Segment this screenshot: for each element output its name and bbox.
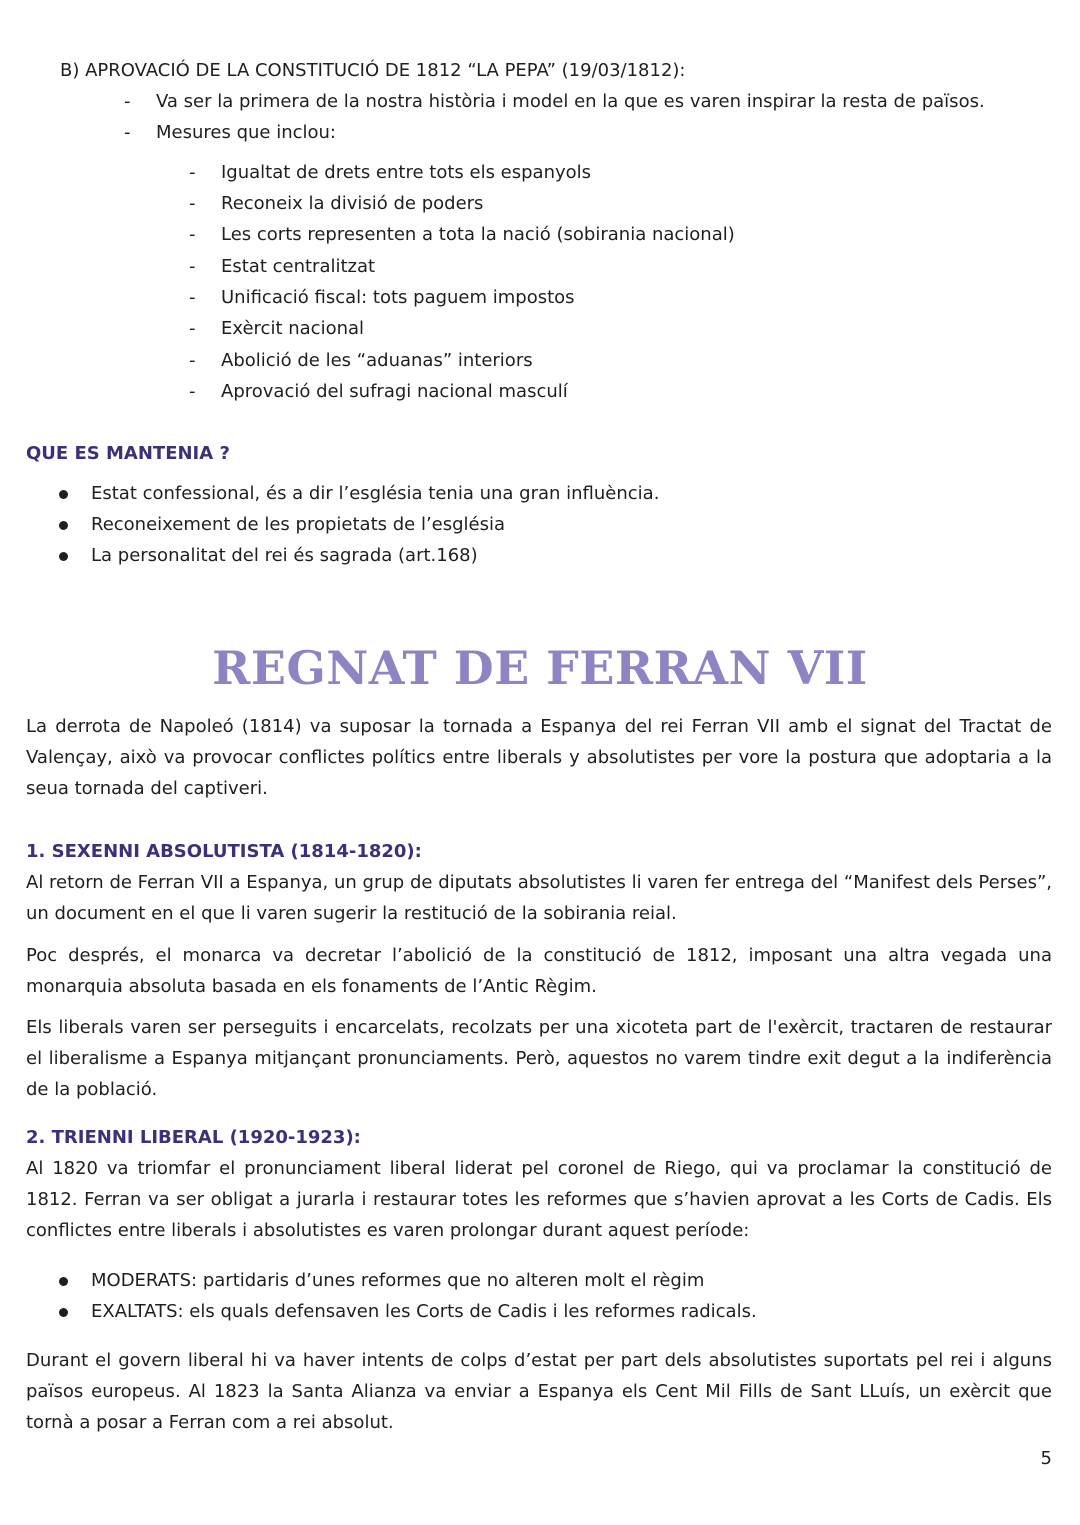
dash-marker: - [189,350,196,371]
sexenni-heading: 1. SEXENNI ABSOLUTISTA (1814-1820): [26,841,422,862]
sexenni-paragraph: Els liberals varen ser perseguits i encarcelats, recolzats per una xicoteta part de l'exèrcit, tractaren de restaurar el liberalisme a Espanya mitjançant pronunciaments. Però, aquestos no varem tindre exit degut a la indiferència de la població. [26,1017,1052,1100]
bullet-marker [59,1277,68,1286]
section-b-item: Mesures que inclou: [156,122,336,143]
measure-item: Exèrcit nacional [221,318,365,339]
measure-item: Aprovació del sufragi nacional masculí [221,381,568,402]
trienni-heading: 2. TRIENNI LIBERAL (1920-1923): [26,1127,361,1148]
dash-marker: - [189,193,196,214]
dash-marker: - [189,287,196,308]
trienni-bullet: EXALTATS: els quals defensaven les Corts de Cadis i les reformes radicals. [91,1301,757,1322]
dash-marker: - [189,162,196,183]
measure-item: Estat centralitzat [221,256,376,277]
trienni-bullet: MODERATS: partidaris d’unes reformes que no alteren molt el règim [91,1270,705,1291]
bullet-marker [59,1308,68,1317]
dash-marker: - [189,256,196,277]
dash-marker: - [124,122,131,143]
section-b-item: Va ser la primera de la nostra història i model en la que es varen inspirar la resta de països. [156,91,985,112]
dash-marker: - [189,318,196,339]
trienni-paragraph: Al 1820 va triomfar el pronunciament liberal liderat pel coronel de Riego, qui va proclamar la constitució de 1812. Ferran va ser obligat a jurarla i restaurar totes les reformes que s’havien aprovat a les Corts de Cadis. Els conflictes entre liberals i absolutistes es varen prolongar durant aquest període: [26,1158,1052,1241]
chapter-title: REGNAT DE FERRAN VII [212,641,868,695]
intro-paragraph: La derrota de Napoleó (1814) va suposar la tornada a Espanya del rei Ferran VII amb el signat del Tractat de Valençay, això va provocar conflictes polítics entre liberals y absolutistes per vore la postura que adoptaria a la seua tornada del captiveri. [26,716,1052,799]
maintained-item: Estat confessional, és a dir l’església tenia una gran influència. [91,483,660,504]
maintained-item: La personalitat del rei és sagrada (art.168) [91,545,478,566]
dash-marker: - [189,224,196,245]
bullet-marker [59,490,68,499]
measure-item: Les corts representen a tota la nació (sobirania nacional) [221,224,735,245]
dash-marker: - [189,381,196,402]
bullet-marker [59,552,68,561]
measure-item: Reconeix la divisió de poders [221,193,484,214]
section-b-title: B) APROVACIÓ DE LA CONSTITUCIÓ DE 1812 “LA PEPA” (19/03/1812): [60,60,686,81]
measure-item: Abolició de les “aduanas” interiors [221,350,533,371]
dash-marker: - [124,91,131,112]
page-number: 5 [1040,1448,1052,1469]
measure-item: Igualtat de drets entre tots els espanyols [221,162,592,183]
sexenni-paragraph: Poc després, el monarca va decretar l’abolició de la constitució de 1812, imposant una altra vegada una monarquia absoluta basada en els fonaments de l’Antic Règim. [26,945,1052,997]
trienni-paragraph: Durant el govern liberal hi va haver intents de colps d’estat per part dels absolutistes suportats pel rei i alguns països europeus. Al 1823 la Santa Alianza va enviar a Espanya els Cent Mil Fills de Sant LLuís, un exèrcit que tornà a posar a Ferran com a rei absolut. [26,1350,1052,1433]
measure-item: Unificació fiscal: tots paguem impostos [221,287,575,308]
maintained-heading: QUE ES MANTENIA ? [26,443,230,464]
maintained-item: Reconeixement de les propietats de l’església [91,514,506,535]
bullet-marker [59,521,68,530]
sexenni-paragraph: Al retorn de Ferran VII a Espanya, un grup de diputats absolutistes li varen fer entrega del “Manifest dels Perses”, un document en el que li varen sugerir la restitució de la sobirania reial. [26,872,1052,924]
